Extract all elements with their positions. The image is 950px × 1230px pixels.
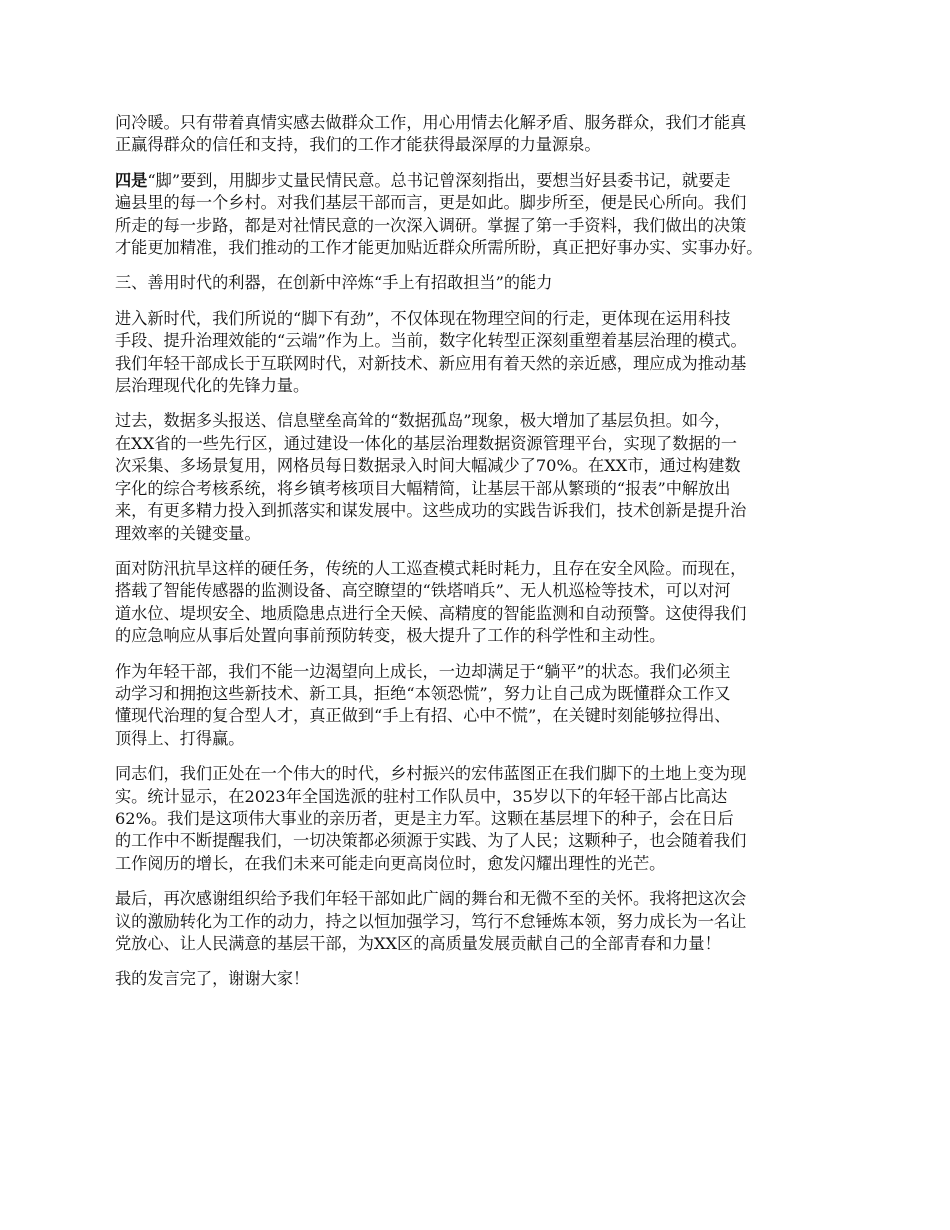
text-line: 动学习和拥抱这些新技术、新工具，拒绝“本领恐慌”，努力让自己成为既懂群众工作又: [115, 683, 731, 703]
text-line: 我们年轻干部成长于互联网时代，对新技术、新应用有着天然的亲近感，理应成为推动基: [115, 353, 747, 373]
body-paragraph: [115, 112, 851, 157]
text-line: 最后，再次感谢组织给予我们年轻干部如此广阔的舞台和无微不至的关怀。我将把这次会: [115, 889, 747, 909]
body-paragraph: [115, 661, 851, 751]
text-line: 遍县里的每一个乡村。对我们基层干部而言，更是如此。脚步所至，便是民心所向。我们: [115, 193, 747, 213]
text-line: 来，有更多精力投入到抓落实和谋发展中。这些成功的实践告诉我们，技术创新是提升治: [115, 501, 747, 521]
text-line: 在XX省的一些先行区，通过建设一体化的基层治理数据资源管理平台，实现了数据的一: [115, 433, 737, 453]
text-line: 作为年轻干部，我们不能一边渴望向上成长，一边却满足于“躺平”的状态。我们必须主: [115, 661, 731, 681]
body-paragraph: [115, 763, 851, 875]
body-paragraph: [115, 558, 851, 648]
text-line: 进入新时代，我们所说的“脚下有劲”，不仅体现在物理空间的行走，更体现在运用科技: [115, 308, 731, 328]
text-line: 顶得上、打得赢。: [115, 728, 245, 748]
text-line: 懂现代治理的复合型人才，真正做到“手上有招、心中不慌”，在关键时刻能够拉得出、: [115, 706, 731, 726]
text-line: 同志们，我们正处在一个伟大的时代，乡村振兴的宏伟蓝图正在我们脚下的土地上变为现: [115, 764, 747, 784]
text-line: 实。统计显示，在2023年全国选派的驻村工作队员中，35岁以下的年轻干部占比高达: [115, 786, 728, 806]
text-line: 次采集、多场景复用，网格员每日数据录入时间大幅减少了70%。在XX市，通过构建数: [115, 456, 741, 476]
body-paragraph: [115, 968, 851, 990]
line-text: “脚”要到，用脚步丈量民情民意。总书记曾深刻指出，要想当好县委书记，就要走: [147, 170, 731, 190]
body-paragraph: [115, 170, 851, 260]
text-line: 手段、提升治理效能的“云端”作为上。当前，数字化转型正深刻重塑着基层治理的模式。: [115, 331, 747, 351]
document-page: [115, 112, 851, 1004]
text-line: 道水位、堤坝安全、地质隐患点进行全天候、高精度的智能监测和自动预警。这使得我们: [115, 603, 747, 623]
text-line: 字化的综合考核系统，将乡镇考核项目大幅精简，让基层干部从繁琐的“报表”中解放出: [115, 478, 731, 498]
text-line: 问冷暖。只有带着真情实感去做群众工作，用心用情去化解矛盾、服务群众，我们才能真: [115, 113, 747, 132]
text-line: 三、善用时代的利器，在创新中淬炼“手上有招敢担当”的能力: [115, 273, 553, 293]
text-line: [115, 170, 851, 192]
text-line: 议的激励转化为工作的动力，持之以恒加强学习，笃行不怠锤炼本领，努力成长为一名让: [115, 911, 747, 931]
text-line: 搭载了智能传感器的监测设备、高空瞭望的“铁塔哨兵”、无人机巡检等技术，可以对河: [115, 581, 731, 601]
body-paragraph: [115, 888, 851, 955]
text-line: 党放心、让人民满意的基层干部，为XX区的高质量发展贡献自己的全部青春和力量！: [115, 934, 721, 953]
body-paragraph: [115, 410, 851, 544]
section-heading: [115, 272, 851, 294]
text-line: 层治理现代化的先锋力量。: [115, 376, 310, 396]
text-line: 的应急响应从事后处置向事前预防转变，极大提升了工作的科学性和主动性。: [115, 626, 666, 646]
text-line: 我的发言完了，谢谢大家！: [115, 969, 310, 989]
text-line: 所走的每一步路，都是对社情民意的一次深入调研。掌握了第一手资料，我们做出的决策: [115, 215, 747, 235]
text-line: 才能更加精准，我们推动的工作才能更加贴近群众所需所盼，真正把好事办实、实事办好。: [115, 238, 763, 258]
text-line: 62%。我们是这项伟大事业的亲历者，更是主力军。这颗在基层埋下的种子，会在日后: [115, 808, 734, 828]
text-line: 的工作中不断提醒我们，一切决策都必须源于实践、为了人民；这颗种子，也会随着我们: [115, 831, 747, 851]
text-line: 理效率的关键变量。: [115, 523, 261, 543]
body-paragraph: [115, 308, 851, 398]
text-line: 正赢得群众的信任和支持，我们的工作才能获得最深厚的力量源泉。: [115, 135, 601, 155]
text-line: 工作阅历的增长，在我们未来可能走向更高岗位时，愈发闪耀出理性的光芒。: [115, 853, 666, 873]
paragraph-lead: 四是: [115, 170, 148, 190]
text-line: 面对防汛抗旱这样的硬任务，传统的人工巡查模式耗时耗力，且存在安全风险。而现在，: [115, 558, 747, 578]
text-line: 过去，数据多头报送、信息壁垒高耸的“数据孤岛”现象，极大增加了基层负担。如今，: [115, 411, 731, 431]
